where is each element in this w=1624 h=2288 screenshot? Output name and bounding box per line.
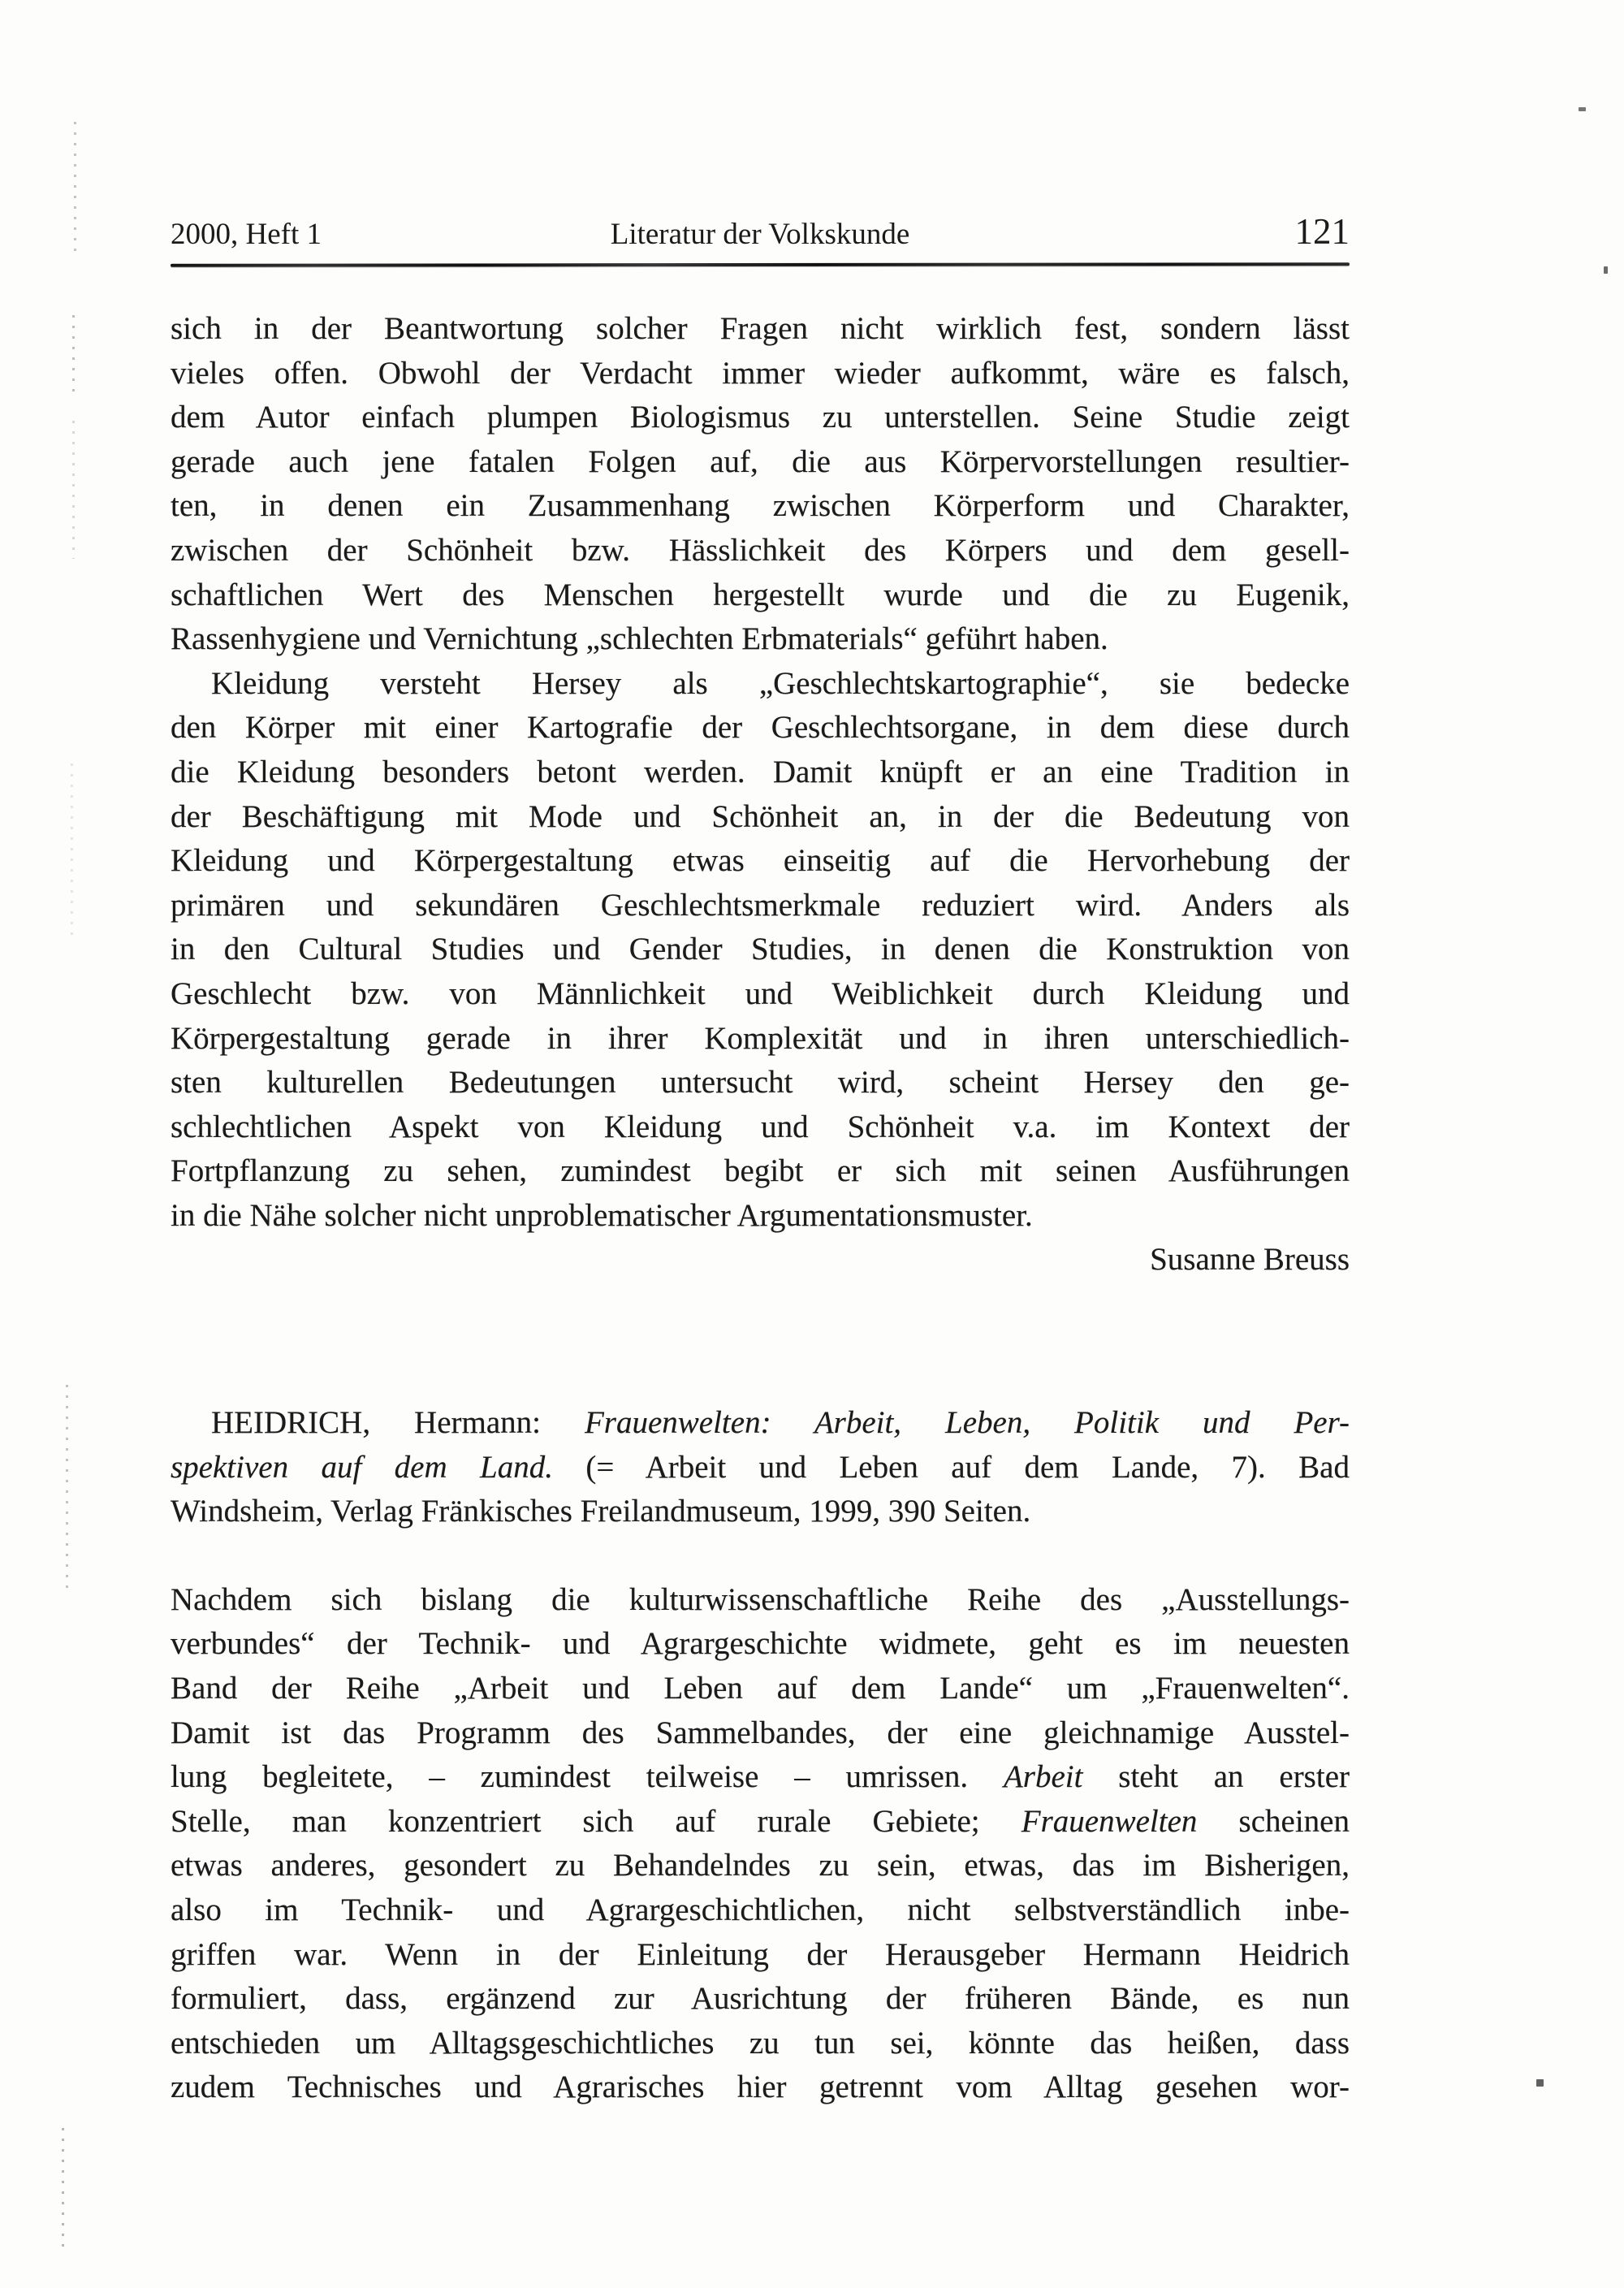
text-line: Kleidung versteht Hersey als „Geschlechtskartographie“, sie bedecke bbox=[211, 665, 1350, 701]
text-line: die Kleidung besonders betont werden. Damit knüpft er an eine Tradition in bbox=[171, 754, 1350, 789]
text-line: primären und sekundären Geschlechtsmerkmale reduziert wird. Anders als bbox=[171, 887, 1350, 923]
text-line: dem Autor einfach plumpen Biologismus zu unterstellen. Seine Studie zeigt bbox=[171, 400, 1350, 435]
page-content bbox=[171, 213, 1350, 2110]
text-line: zwischen der Schönheit bzw. Hässlichkeit des Körpers und dem gesell- bbox=[171, 532, 1350, 568]
heidrich-book-reference bbox=[171, 1401, 1350, 1534]
hersey-paragraph bbox=[171, 662, 1350, 1239]
scan-artifact-dots bbox=[66, 1385, 68, 1592]
text-line: Rassenhygiene und Vernichtung „schlechten Erbmaterials“ geführt haben. bbox=[171, 621, 1108, 657]
text-line: entschieden um Alltagsgeschichtliches zu tun sei, könnte das heißen, dass bbox=[171, 2025, 1350, 2061]
scan-artifact-dots bbox=[72, 315, 75, 392]
text-line: der Beschäftigung mit Mode und Schönheit an, in der die Bedeutung von bbox=[171, 798, 1350, 834]
scan-artifact-dots bbox=[71, 763, 73, 942]
scan-artifact-dots bbox=[74, 122, 76, 253]
review-paragraph bbox=[171, 1578, 1350, 2110]
text-line: verbundes“ der Technik- und Agrargeschichte widmete, geht es im neuesten bbox=[171, 1626, 1350, 1662]
text-line: also im Technik- und Agrargeschichtlichen, nicht selbstverständlich inbe- bbox=[171, 1892, 1350, 1927]
text-line: in den Cultural Studies und Gender Studies, in denen die Konstruktion von bbox=[171, 932, 1350, 967]
text-line: den Körper mit einer Kartografie der Geschlechtsorgane, in dem diese durch bbox=[171, 710, 1350, 746]
text-line: Körpergestaltung gerade in ihrer Komplexität und in ihren unterschiedlich- bbox=[171, 1020, 1350, 1056]
text-line: Windsheim, Verlag Fränkisches Freilandmuseum, 1999, 390 Seiten. bbox=[171, 1494, 1031, 1529]
text-line: Band der Reihe „Arbeit und Leben auf dem Lande“ um „Frauenwelten“. bbox=[171, 1671, 1350, 1706]
text-line: spektiven auf dem Land. (= Arbeit und Leben auf dem Lande, 7). Bad bbox=[171, 1449, 1350, 1485]
text-line: schlechtlichen Aspekt von Kleidung und Schönheit v.a. im Kontext der bbox=[171, 1109, 1350, 1144]
text-line: Damit ist das Programm des Sammelbandes, der eine gleichnamige Ausstel- bbox=[171, 1715, 1350, 1750]
text-line: schaftlichen Wert des Menschen hergestellt wurde und die zu Eugenik, bbox=[171, 577, 1350, 612]
reviewer-signature bbox=[171, 1238, 1350, 1282]
text-line: sich in der Beantwortung solcher Fragen nicht wirklich fest, sondern lässt bbox=[171, 311, 1350, 346]
journal-title: Literatur der Volkskunde bbox=[610, 218, 910, 251]
text-line: Fortpflanzung zu sehen, zumindest begibt er sich mit seinen Ausführungen bbox=[171, 1153, 1350, 1189]
scan-artifact-speck bbox=[1536, 2079, 1544, 2087]
running-header bbox=[171, 213, 1350, 253]
continuation-paragraph bbox=[171, 307, 1350, 662]
text-line: Nachdem sich bislang die kulturwissenschaftliche Reihe des „Ausstellungs- bbox=[171, 1581, 1350, 1617]
text-line: ten, in denen ein Zusammenhang zwischen Körperform und Charakter, bbox=[171, 488, 1350, 524]
scan-artifact-speck bbox=[1579, 107, 1586, 111]
text-line: zudem Technisches und Agrarisches hier getrennt vom Alltag gesehen wor- bbox=[171, 2070, 1350, 2105]
text-line: vieles offen. Obwohl der Verdacht immer wieder aufkommt, wäre es falsch, bbox=[171, 355, 1350, 391]
text-line: Stelle, man konzentriert sich auf rurale Gebiete; Frauenwelten scheinen bbox=[171, 1803, 1350, 1839]
text-line: Kleidung und Körpergestaltung etwas einseitig auf die Hervorhebung der bbox=[171, 843, 1350, 879]
text-line: lung begleitete, – zumindest teilweise – umrissen. Arbeit steht an erster bbox=[171, 1759, 1350, 1795]
text-line: HEIDRICH, Hermann: Frauenwelten: Arbeit, Leben, Politik und Per- bbox=[211, 1405, 1350, 1441]
text-line: formuliert, dass, ergänzend zur Ausrichtung der früheren Bände, es nun bbox=[171, 1981, 1350, 2017]
text-body bbox=[171, 307, 1350, 2110]
scan-artifact-dots bbox=[62, 2128, 64, 2250]
text-line: Susanne Breuss bbox=[1150, 1242, 1350, 1278]
page-number: 121 bbox=[1294, 211, 1350, 252]
text-line: etwas anderes, gesondert zu Behandelndes zu sein, etwas, das im Bisherigen, bbox=[171, 1848, 1350, 1884]
text-line: sten kulturellen Bedeutungen untersucht wird, scheint Hersey den ge- bbox=[171, 1065, 1350, 1101]
scan-artifact-speck bbox=[1604, 266, 1608, 274]
text-line: griffen war. Wenn in der Einleitung der Herausgeber Hermann Heidrich bbox=[171, 1936, 1350, 1972]
text-line: Geschlecht bzw. von Männlichkeit und Weiblichkeit durch Kleidung und bbox=[171, 975, 1350, 1011]
text-line: gerade auch jene fatalen Folgen auf, die aus Körpervorstellungen resultier- bbox=[171, 443, 1350, 479]
issue-label: 2000, Heft 1 bbox=[171, 218, 322, 251]
text-line: in die Nähe solcher nicht unproblematischer Argumentationsmuster. bbox=[171, 1197, 1033, 1233]
scan-artifact-dots bbox=[72, 421, 75, 559]
header-rule bbox=[171, 262, 1350, 267]
